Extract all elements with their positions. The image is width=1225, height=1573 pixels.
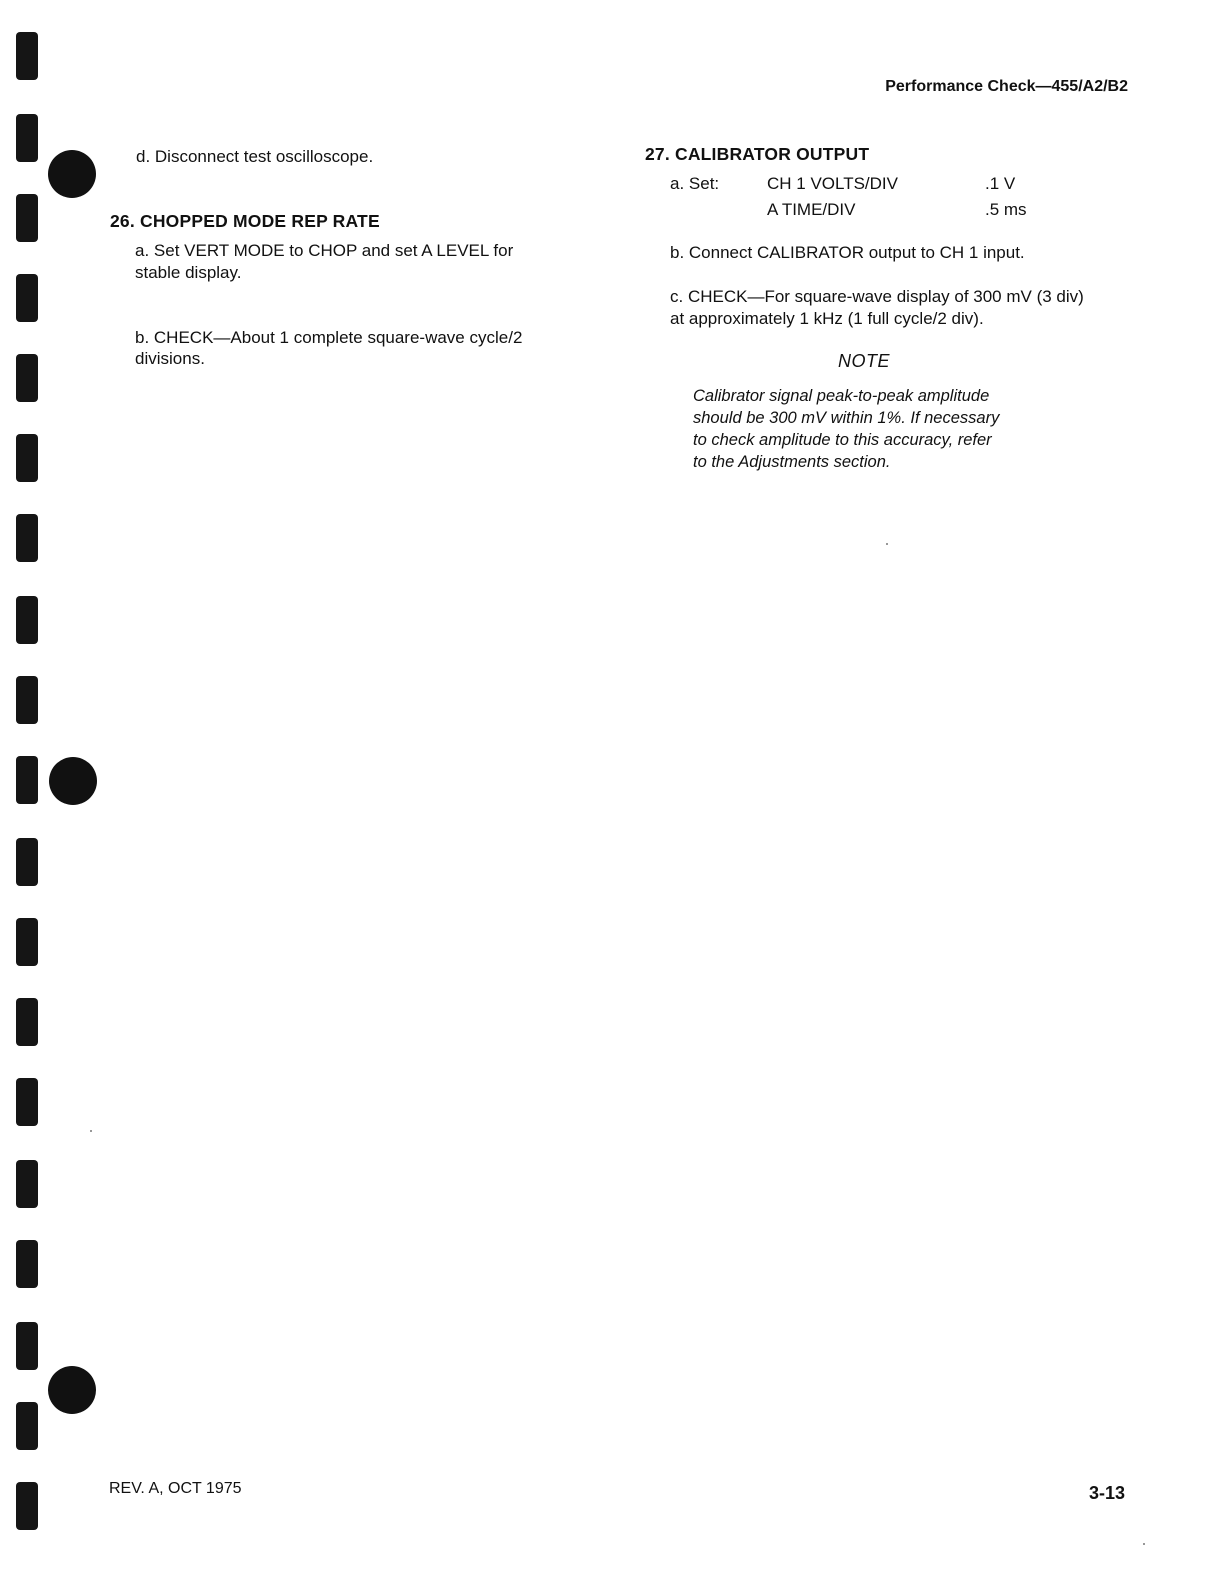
setting-value: .5 ms [985,200,1027,219]
punch-hole-mark [49,757,97,805]
scan-speck [1143,1543,1145,1545]
binding-mark [16,918,38,966]
step-26b-line-2: divisions. [135,349,205,368]
binding-mark [16,676,38,724]
step-26a-line-2: stable display. [135,263,242,282]
setting-value: .1 V [985,174,1016,193]
binding-mark [16,998,38,1046]
binding-mark [16,596,38,644]
page-number: 3-13 [1088,1483,1125,1503]
section-26-heading: 26. CHOPPED MODE REP RATE [110,211,380,231]
binding-mark [16,274,38,322]
step-26b-line-1: b. CHECK—About 1 complete square-wave cycle/2 [135,328,523,347]
step-27b: b. Connect CALIBRATOR output to CH 1 input. [670,243,1025,262]
binding-mark [16,114,38,162]
step-27a-label: a. Set: [670,174,720,193]
binding-mark [16,194,38,242]
setting-control: CH 1 VOLTS/DIV [767,174,898,193]
binding-mark [16,32,38,80]
scan-speck [90,1130,92,1132]
revision-date: REV. A, OCT 1975 [109,1480,242,1497]
binding-mark [16,1322,38,1370]
binding-mark [16,756,38,804]
section-27-heading: 27. CALIBRATOR OUTPUT [645,144,870,164]
binding-mark [16,514,38,562]
running-head: Performance Check—455/A2/B2 [885,78,1128,95]
setting-control: A TIME/DIV [767,200,856,219]
binding-mark [16,838,38,886]
binding-mark [16,1078,38,1126]
note-title: NOTE [838,351,891,371]
binding-mark [16,1160,38,1208]
punch-hole-mark [48,150,96,198]
note-line: should be 300 mV within 1%. If necessary [693,409,1000,427]
step-26a-line-1: a. Set VERT MODE to CHOP and set A LEVEL for [135,241,514,260]
binding-mark [16,434,38,482]
step-27c-line-2: at approximately 1 kHz (1 full cycle/2 div). [670,309,984,328]
binding-mark [16,1402,38,1450]
scan-speck [886,543,888,545]
binding-mark [16,1482,38,1530]
binding-mark [16,1240,38,1288]
step-27c-line-1: c. CHECK—For square-wave display of 300 mV (3 div) [670,287,1084,306]
note-line: Calibrator signal peak-to-peak amplitude [693,387,990,405]
note-line: to check amplitude to this accuracy, refer [693,431,992,449]
note-line: to the Adjustments section. [693,453,891,471]
punch-hole-mark [48,1366,96,1414]
step-26d-disconnect: d. Disconnect test oscilloscope. [136,147,374,166]
binding-mark [16,354,38,402]
